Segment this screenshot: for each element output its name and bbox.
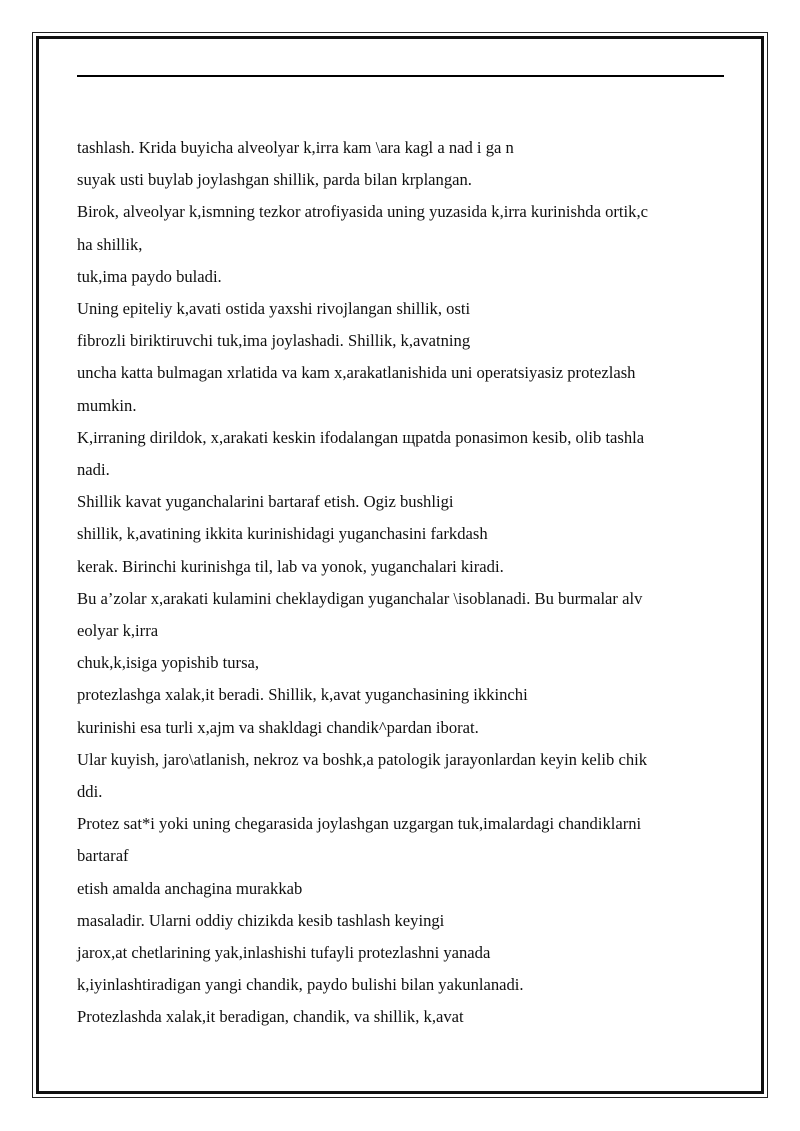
text-line: bartaraf: [77, 846, 129, 866]
text-line: nadi.: [77, 460, 110, 480]
text-line: ddi.: [77, 782, 103, 802]
text-line: chuk,k,isiga yopishib tursa,: [77, 653, 260, 673]
text-line: shillik, k,avatining ikkita kurinishidagi yuganchasini farkdash: [77, 524, 488, 544]
text-line: Uning epiteliy k,avati ostida yaxshi rivojlangan shillik, osti: [77, 299, 471, 319]
text-line: Birok, alveolyar k,ismning tezkor atrofiyasida uning yuzasida k,irra kurinishda ortik,c: [77, 202, 648, 222]
text-line: etish amalda anchagina murakkab: [77, 878, 303, 898]
header-rule: [77, 75, 724, 77]
text-line: protezlashga xalak,it beradi. Shillik, k,avat yuganchasining ikkinchi: [77, 685, 528, 705]
text-line: kerak. Birinchi kurinishga til, lab va yonok, yuganchalari kiradi.: [77, 556, 504, 576]
text-line: jarox,at chetlarining yak,inlashishi tufayli protezlashni yanada: [77, 943, 491, 963]
text-line: masaladir. Ularni oddiy chizikda kesib tashlash keyingi: [77, 910, 445, 930]
text-line: ha shillik,: [77, 234, 143, 254]
text-line: uncha katta bulmagan xrlatida va kam x,arakatlanishida uni operatsiyasiz protezlash: [77, 363, 636, 383]
text-line: suyak usti buylab joylashgan shillik, parda bilan krplangan.: [77, 170, 472, 190]
text-line: k,iyinlashtiradigan yangi chandik, paydo bulishi bilan yakunlanadi.: [77, 975, 524, 995]
text-line: Bu a’zolar x,arakati kulamini cheklaydigan yuganchalar \isoblanadi. Bu burmalar alv: [77, 588, 643, 608]
text-line: tashlash. Krida buyicha alveolyar k,irra kam \ara kagl a nad i ga n: [77, 138, 514, 157]
text-line: tuk,ima paydo buladi.: [77, 266, 222, 286]
text-line: mumkin.: [77, 395, 137, 415]
text-line: fibrozli biriktiruvchi tuk,ima joylashadi. Shillik, k,avatning: [77, 331, 471, 351]
text-line: K,irraning dirildok, x,arakati keskin ifodalangan щpatda ponasimon kesib, olib tashla: [77, 427, 645, 447]
text-line: eolyar k,irra: [77, 621, 159, 641]
text-line: Shillik kavat yuganchalarini bartaraf etish. Ogiz bushligi: [77, 492, 454, 512]
text-line: Ular kuyish, jaro\atlanish, nekroz va boshk,a patologik jarayonlardan keyin kelib chik: [77, 749, 648, 769]
text-line: Protezlashda xalak,it beradigan, chandik, va shillik, k,avat: [77, 1007, 464, 1027]
text-line: Protez sat*i yoki uning chegarasida joylashgan uzgargan tuk,imalardagi chandiklarni: [77, 814, 642, 834]
text-line: kurinishi esa turli x,ajm va shakldagi chandik^pardan iborat.: [77, 717, 479, 737]
document-body: [77, 132, 727, 1034]
